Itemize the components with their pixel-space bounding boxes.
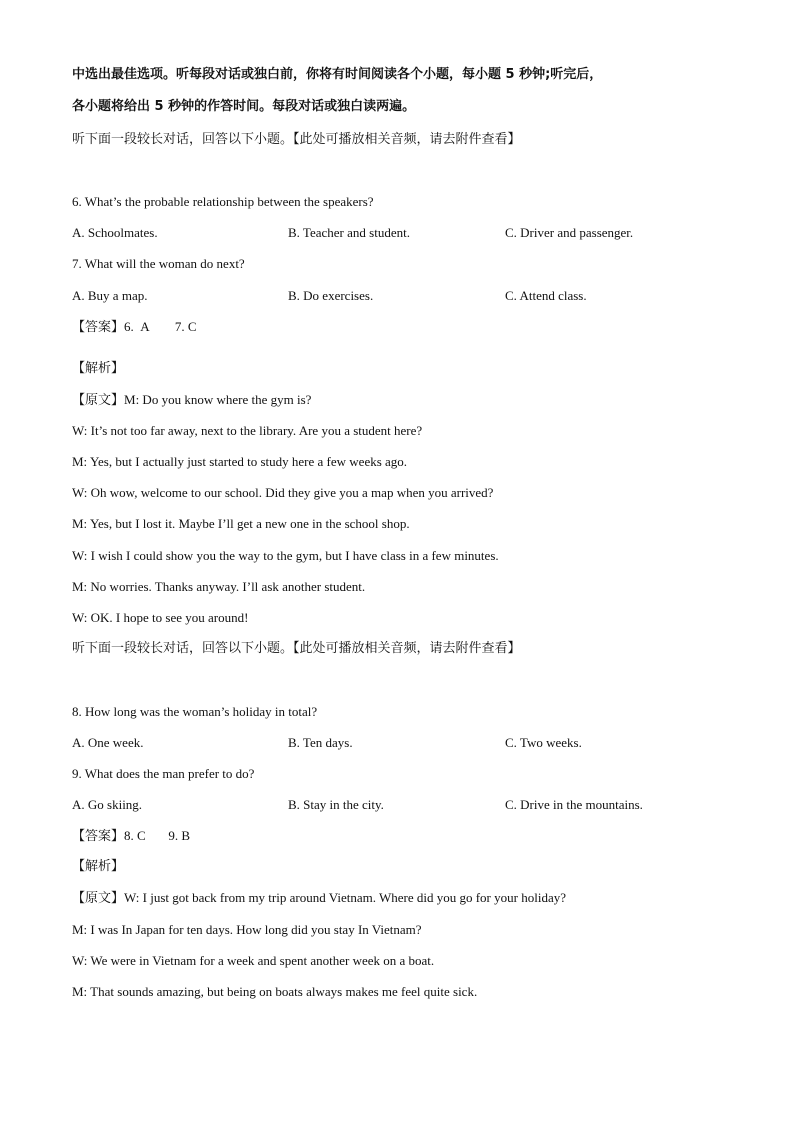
answer-tag: 【答案】	[72, 320, 125, 335]
analysis-heading-2: 【解析】	[72, 859, 125, 874]
transcript-line	[72, 391, 311, 410]
transcript-line: W: It’s not too far away, next to the library. Are you a student here?	[72, 423, 423, 438]
transcript-line: M: Yes, but I lost it. Maybe I’ll get a new one in the school shop.	[72, 516, 410, 531]
q6-option-a: A. Schoolmates.	[72, 225, 158, 240]
q8-option-c: C. Two weeks.	[505, 735, 582, 750]
answer-tag: 【答案】	[72, 829, 125, 844]
q7-option-a: A. Buy a map.	[72, 288, 148, 303]
answer-line-1	[72, 318, 197, 337]
instruction-line-2: 各小题将给出 5 秒钟的作答时间。每段对话或独白读两遍。	[72, 99, 416, 114]
transcript-line: M: No worries. Thanks anyway. I’ll ask another student.	[72, 579, 366, 594]
q7-option-b: B. Do exercises.	[288, 288, 374, 303]
transcript-line: W: Oh wow, welcome to our school. Did they give you a map when you arrived?	[72, 485, 494, 500]
transcript-tag: 【原文】	[72, 393, 125, 408]
listen-prompt-1: 听下面一段较长对话，回答以下小题。【此处可播放相关音频，请去附件查看】	[72, 132, 521, 147]
q9-option-a: A. Go skiing.	[72, 797, 143, 812]
question-7: 7. What will the woman do next?	[72, 256, 245, 271]
q8-option-b: B. Ten days.	[288, 735, 353, 750]
transcript-line: M: I was In Japan for ten days. How long did you stay In Vietnam?	[72, 922, 422, 937]
transcript-line: M: That sounds amazing, but being on boats always makes me feel quite sick.	[72, 984, 478, 999]
answer-text: 8. C 9. B	[124, 828, 191, 843]
q9-option-b: B. Stay in the city.	[288, 797, 384, 812]
listen-prompt-2: 听下面一段较长对话，回答以下小题。【此处可播放相关音频，请去附件查看】	[72, 641, 521, 656]
transcript-line: M: Yes, but I actually just started to study here a few weeks ago.	[72, 454, 408, 469]
transcript-line	[72, 889, 566, 908]
answer-line-2	[72, 827, 190, 846]
q9-option-c: C. Drive in the mountains.	[505, 797, 643, 812]
q6-option-c: C. Driver and passenger.	[505, 225, 634, 240]
transcript-text: W: I just got back from my trip around Vietnam. Where did you go for your holiday?	[124, 890, 566, 905]
q6-option-b: B. Teacher and student.	[288, 225, 410, 240]
question-9: 9. What does the man prefer to do?	[72, 766, 255, 781]
transcript-tag: 【原文】	[72, 891, 125, 906]
question-6: 6. What’s the probable relationship between the speakers?	[72, 194, 374, 209]
q7-option-c: C. Attend class.	[505, 288, 587, 303]
transcript-line: W: OK. I hope to see you around!	[72, 610, 249, 625]
analysis-heading-1: 【解析】	[72, 361, 125, 376]
q8-option-a: A. One week.	[72, 735, 144, 750]
question-8: 8. How long was the woman’s holiday in total?	[72, 704, 318, 719]
transcript-text: M: Do you know where the gym is?	[124, 392, 312, 407]
transcript-line: W: We were in Vietnam for a week and spent another week on a boat.	[72, 953, 435, 968]
instruction-line-1: 中选出最佳选项。听每段对话或独白前，你将有时间阅读各个小题，每小题 5 秒钟;听完后，	[72, 67, 603, 82]
transcript-line: W: I wish I could show you the way to the gym, but I have class in a few minutes.	[72, 548, 499, 563]
answer-text: 6. A 7. C	[124, 319, 197, 334]
